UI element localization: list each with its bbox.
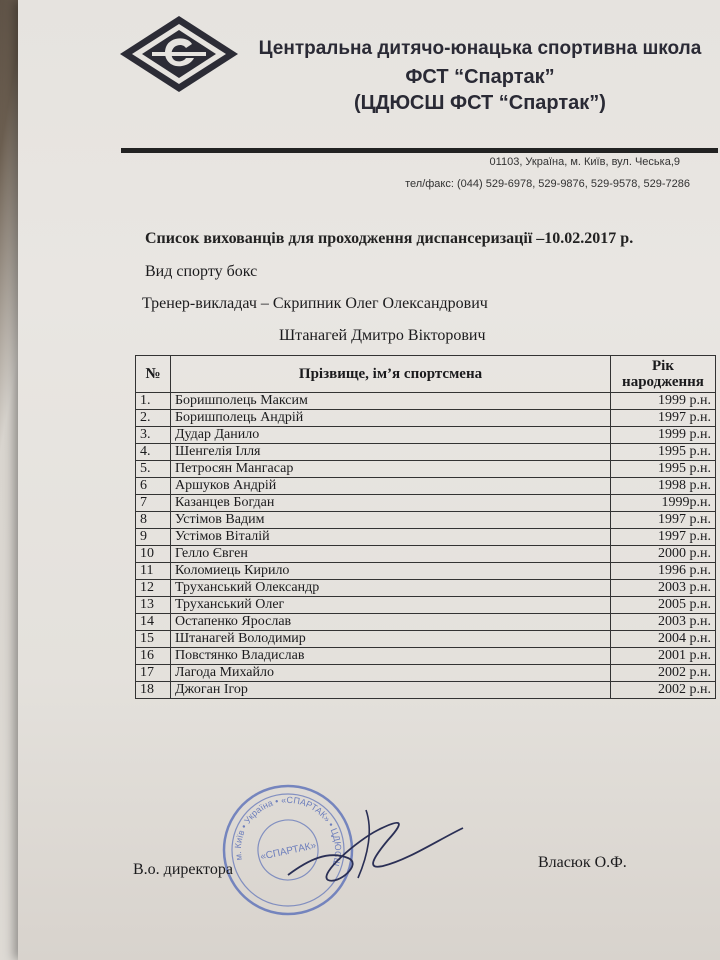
school-address: 01103, Україна, м. Київ, вул. Чеська,9 [489,156,680,168]
table-row [136,682,716,699]
stamp-ring-text: м. Київ • Україна • «СПАРТАК» • ЦДЮСШ [232,794,344,868]
birth-year: 2005 р.н. [611,597,716,614]
birth-year: 1999 р.н. [611,393,716,410]
row-number: 7 [136,495,171,512]
row-number: 12 [136,580,171,597]
school-name-line1: Центральна дитячо-юнацька спортивна школа [258,38,702,59]
birth-year: 1997 р.н. [611,529,716,546]
table-row [136,495,716,512]
table-row [136,444,716,461]
birth-year: 1995 р.н. [611,444,716,461]
table-row [136,597,716,614]
athlete-name: Штанагей Володимир [171,631,611,648]
table-row [136,546,716,563]
coach-second-line: Штанагей Дмитро Вікторович [279,327,486,344]
table-row [136,529,716,546]
coach-line: Тренер-викладач – Скрипник Олег Олександрович [142,295,488,312]
athletes-table [135,355,716,699]
table-row [136,478,716,495]
athlete-name: Повстянко Владислав [171,648,611,665]
athlete-name: Лагода Михайло [171,665,611,682]
header-divider [121,148,718,153]
birth-year: 1997 р.н. [611,512,716,529]
director-name: Власюк О.Ф. [538,854,627,871]
sport-line: Вид спорту бокс [145,263,258,280]
table-header-row [136,356,716,393]
row-number: 5. [136,461,171,478]
director-signature [268,800,468,910]
birth-year: 2000 р.н. [611,546,716,563]
row-number: 15 [136,631,171,648]
birth-year: 1999 р.н. [611,427,716,444]
row-number: 9 [136,529,171,546]
table-row [136,393,716,410]
row-number: 6 [136,478,171,495]
birth-year: 1998 р.н. [611,478,716,495]
athlete-name: Коломиець Кирило [171,563,611,580]
table-row [136,614,716,631]
table-row [136,461,716,478]
athlete-name: Дудар Данило [171,427,611,444]
athlete-name: Джоган Ігор [171,682,611,699]
col-name-header: Прізвище, ім’я спортсмена [171,356,611,393]
row-number: 4. [136,444,171,461]
table-row [136,631,716,648]
birth-year: 2003 р.н. [611,614,716,631]
row-number: 11 [136,563,171,580]
athlete-name: Шенгелія Ілля [171,444,611,461]
document-sheet [18,0,720,960]
athlete-name: Устімов Вадим [171,512,611,529]
birth-year: 2004 р.н. [611,631,716,648]
svg-text:«СПАРТАК»: «СПАРТАК» [259,840,318,863]
athlete-name: Казанцев Богдан [171,495,611,512]
col-number-header: № [136,356,171,393]
director-title: В.о. директора [133,861,233,878]
athlete-name: Боришполець Максим [171,393,611,410]
row-number: 3. [136,427,171,444]
document-title: Список вихованців для проходження диспансеризації –10.02.2017 р. [145,230,634,247]
row-number: 17 [136,665,171,682]
birth-year: 1999р.н. [611,495,716,512]
birth-year: 2003 р.н. [611,580,716,597]
row-number: 8 [136,512,171,529]
birth-year: 1997 р.н. [611,410,716,427]
row-number: 16 [136,648,171,665]
table-row [136,563,716,580]
athlete-name: Устімов Віталій [171,529,611,546]
row-number: 13 [136,597,171,614]
athlete-name: Труханський Олег [171,597,611,614]
school-abbreviation: (ЦДЮСШ ФСТ “Спартак”) [354,92,606,114]
table-row [136,665,716,682]
spartak-logo-icon [118,14,240,94]
athlete-name: Аршуков Андрій [171,478,611,495]
row-number: 14 [136,614,171,631]
col-year-header: Рік народження [611,356,716,393]
birth-year: 1996 р.н. [611,563,716,580]
row-number: 1. [136,393,171,410]
table-row [136,580,716,597]
row-number: 18 [136,682,171,699]
athlete-name: Остапенко Ярослав [171,614,611,631]
table-row [136,648,716,665]
athlete-name: Петросян Мангасар [171,461,611,478]
school-phones: тел/факс: (044) 529-6978, 529-9876, 529-9578, 529-7286 [405,178,690,190]
birth-year: 2001 р.н. [611,648,716,665]
table-row [136,410,716,427]
athlete-name: Гелло Євген [171,546,611,563]
athlete-name: Труханський Олександр [171,580,611,597]
table-row [136,512,716,529]
birth-year: 2002 р.н. [611,665,716,682]
birth-year: 2002 р.н. [611,682,716,699]
row-number: 2. [136,410,171,427]
row-number: 10 [136,546,171,563]
table-row [136,427,716,444]
school-name-line2: ФСТ “Спартак” [405,66,555,88]
birth-year: 1995 р.н. [611,461,716,478]
athlete-name: Боришполець Андрій [171,410,611,427]
